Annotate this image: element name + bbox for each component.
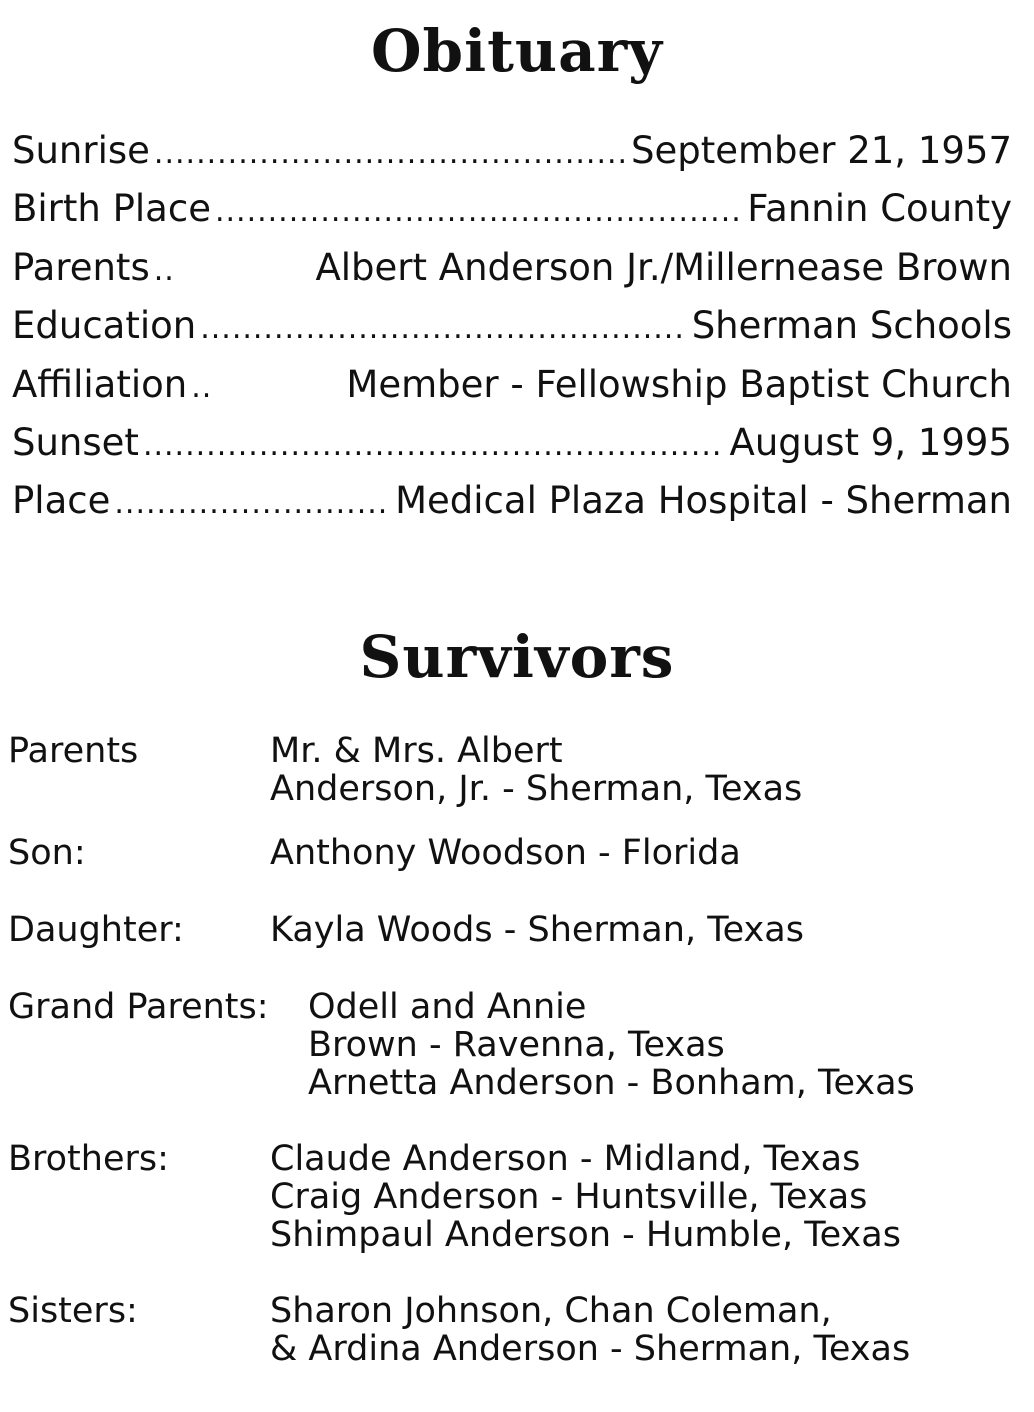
survivor-group-daughter	[8, 911, 1018, 988]
survivor-line: Anthony Woodson - Florida	[270, 833, 741, 873]
survivor-line: Anderson, Jr. - Sherman, Texas	[270, 769, 803, 809]
survivors-list	[8, 732, 1018, 1382]
fact-label: Place	[12, 479, 111, 523]
fact-value: Medical Plaza Hospital - Sherman	[395, 479, 1012, 523]
fact-label: Birth Place	[12, 187, 211, 231]
fact-label: Sunrise	[12, 129, 150, 172]
fact-label: Sunset	[12, 420, 139, 464]
survivor-line: Odell and Annie	[308, 987, 587, 1027]
survivor-line: & Ardina Anderson - Sherman, Texas	[270, 1329, 911, 1369]
survivor-group-brothers	[8, 1140, 1018, 1292]
survivor-label: Parents	[8, 731, 139, 771]
fact-value: September 21, 1957	[630, 129, 1012, 172]
fact-row-education	[12, 297, 1012, 355]
survivor-line: Brown - Ravenna, Texas	[308, 1025, 725, 1065]
fact-value: Sherman Schools	[691, 304, 1012, 348]
fact-row-birth-place	[12, 180, 1012, 238]
survivor-lines	[270, 834, 1018, 872]
survivor-lines	[270, 911, 1018, 949]
survivor-lines	[308, 988, 1018, 1102]
fact-row-affiliation	[12, 356, 1012, 414]
survivor-line: Claude Anderson - Midland, Texas	[270, 1139, 861, 1179]
fact-row-place	[12, 472, 1012, 530]
dot-leader	[191, 359, 212, 417]
survivor-label: Daughter:	[8, 910, 184, 950]
survivor-group-grand-parents	[8, 988, 1018, 1140]
fact-label: Parents	[12, 245, 150, 289]
survivor-label: Grand Parents:	[8, 987, 269, 1027]
survivor-line: Sharon Johnson, Chan Coleman,	[270, 1291, 832, 1331]
survivor-lines	[270, 1292, 1018, 1368]
survivor-group-son	[8, 834, 1018, 911]
fact-row-sunrise	[12, 122, 1012, 180]
dot-leader	[154, 125, 625, 183]
dot-leader	[154, 242, 175, 300]
survivor-label: Son:	[8, 833, 86, 873]
survivor-group-sisters	[8, 1292, 1018, 1382]
fact-value: Member - Fellowship Baptist Church	[346, 362, 1012, 406]
fact-value: August 9, 1995	[729, 420, 1012, 464]
survivor-label: Sisters:	[8, 1291, 138, 1331]
fact-label: Affiliation	[12, 362, 188, 406]
fact-value: Albert Anderson Jr./Millernease Brown	[315, 245, 1012, 289]
fact-row-sunset	[12, 414, 1012, 472]
survivor-label: Brothers:	[8, 1139, 169, 1179]
survivor-lines	[270, 732, 1018, 808]
dot-leader	[143, 417, 724, 475]
fact-label: Education	[12, 304, 197, 348]
survivor-line: Shimpaul Anderson - Humble, Texas	[270, 1215, 901, 1255]
survivor-line: Craig Anderson - Huntsville, Texas	[270, 1177, 868, 1217]
fact-row-parents	[12, 239, 1012, 297]
dot-leader	[114, 475, 389, 533]
fact-value: Fannin County	[747, 187, 1012, 231]
survivors-heading: Survivors	[359, 623, 675, 691]
dot-leader	[200, 300, 685, 358]
survivor-line: Mr. & Mrs. Albert	[270, 731, 563, 771]
survivor-line: Kayla Woods - Sherman, Texas	[270, 910, 804, 950]
obituary-heading: Obituary	[371, 17, 663, 85]
survivor-line: Arnetta Anderson - Bonham, Texas	[308, 1063, 915, 1103]
dot-leader	[215, 183, 741, 241]
obituary-facts	[12, 122, 1012, 531]
survivor-lines	[270, 1140, 1018, 1254]
survivor-group-parents	[8, 732, 1018, 834]
